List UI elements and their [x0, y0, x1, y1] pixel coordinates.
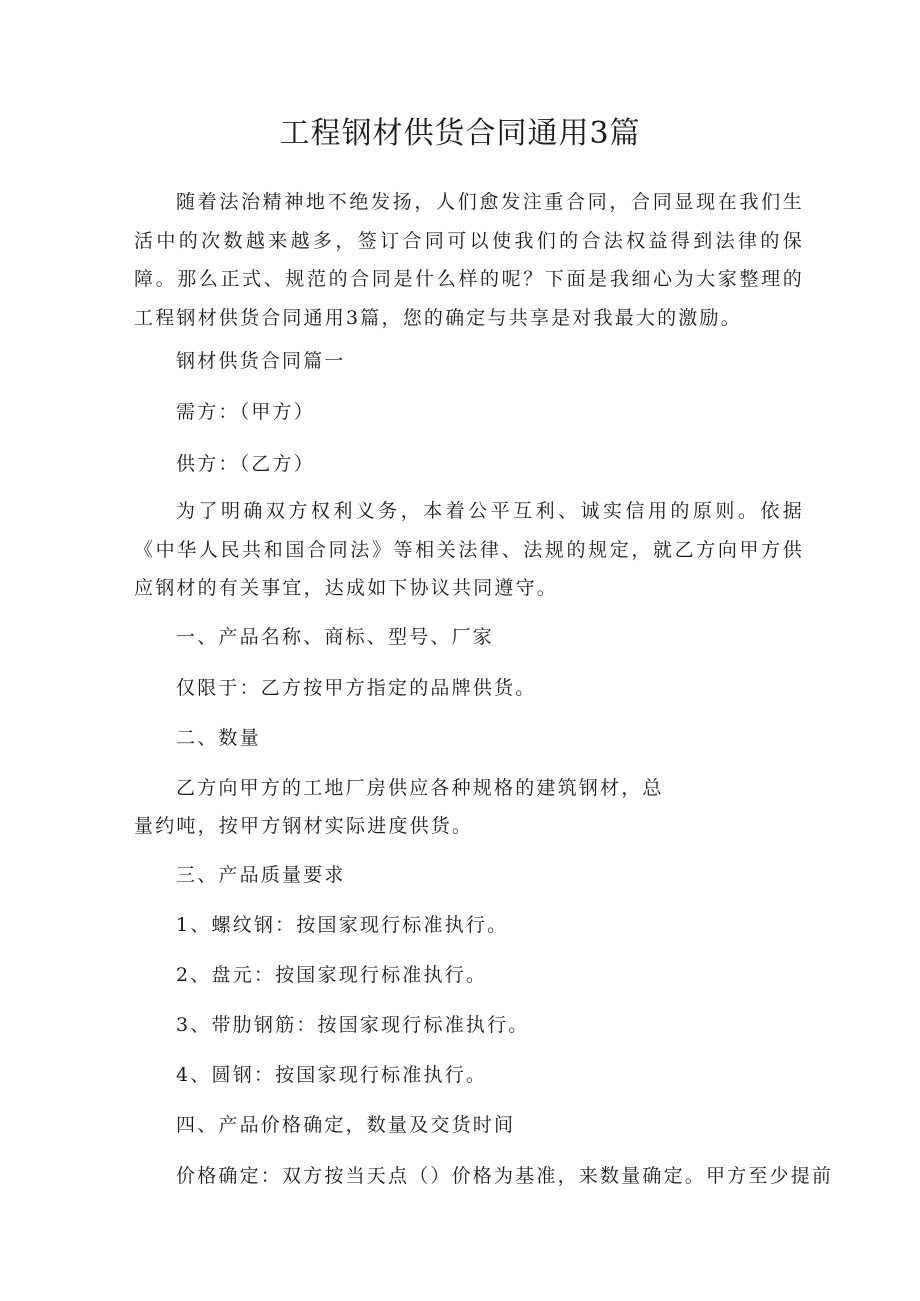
- quality-item-3: 3、带肋钢筋：按国家现行标准执行。: [176, 1014, 530, 1036]
- clause2-line2: 量约吨，按甲方钢材实际进度供货。: [134, 815, 474, 837]
- clause3-heading: 三、产品质量要求: [176, 864, 346, 886]
- clause4-text: 价格确定：双方按当天点（）价格为基准，来数量确定。甲方至少提前: [176, 1165, 834, 1187]
- clause1-heading: 一、产品名称、商标、型号、厂家: [176, 626, 495, 648]
- clause1-text: 仅限于：乙方按甲方指定的品牌供货。: [176, 677, 537, 699]
- intro-paragraph: 随着法治精神地不绝发扬，人们愈发注重合同，合同显现在我们生活中的次数越来越多，签订合同可以使我们的合法权益得到法律的保障。那么正式、规范的合同是什么样的呢？下面是我细心为大家整理的工程钢材供货合同通用3篇，您的确定与共享是对我最大的激励。: [134, 191, 804, 329]
- quality-item-1: 1、螺纹钢：按国家现行标准执行。: [176, 914, 509, 936]
- clause2-heading: 二、数量: [176, 727, 261, 749]
- party-b-line: 供方：（乙方）: [176, 453, 315, 475]
- quality-item-4: 4、圆钢：按国家现行标准执行。: [176, 1064, 488, 1086]
- party-a-line: 需方：（甲方）: [176, 401, 315, 423]
- clause2-line1: 乙方向甲方的工地厂房供应各种规格的建筑钢材，总: [176, 777, 664, 799]
- section-title: 钢材供货合同篇一: [176, 350, 346, 372]
- preamble-paragraph: 为了明确双方权利义务，本着公平互利、诚实信用的原则。依据《中华人民共和国合同法》等相关法律、法规的规定，就乙方向甲方供应钢材的有关事宜，达成如下协议共同遵守。: [134, 500, 804, 599]
- clause4-heading: 四、产品价格确定，数量及交货时间: [176, 1114, 516, 1136]
- quality-item-2: 2、盘元：按国家现行标准执行。: [176, 964, 488, 986]
- document-title: 工程钢材供货合同通用3篇: [279, 116, 641, 151]
